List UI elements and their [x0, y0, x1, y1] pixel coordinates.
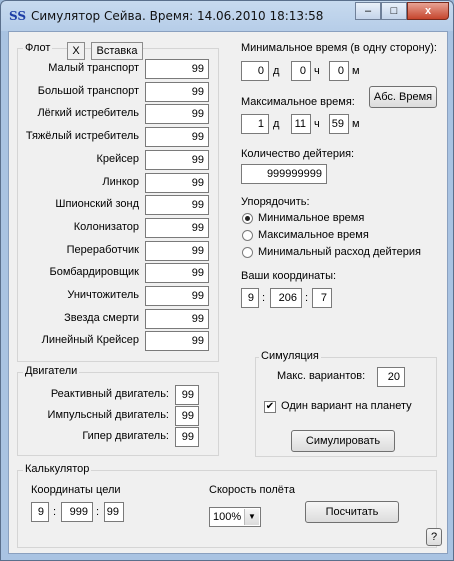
fleet-ship-input[interactable]: 99	[145, 331, 209, 351]
target-system-input[interactable]: 999	[61, 502, 93, 522]
abs-time-button[interactable]: Абс. Время	[369, 86, 437, 108]
fleet-ship-input[interactable]: 99	[145, 263, 209, 283]
speed-label: Скорость полёта	[209, 484, 295, 496]
fleet-ship-label: Большой транспорт	[37, 84, 139, 97]
fleet-ship-input[interactable]: 99	[145, 104, 209, 124]
help-button[interactable]: ?	[426, 528, 442, 546]
sort-min-deuterium-label[interactable]: Минимальный расход дейтерия	[258, 246, 421, 258]
speed-select[interactable]	[209, 507, 261, 527]
max-days-unit: д	[273, 118, 280, 130]
sort-label: Упорядочить:	[241, 196, 310, 208]
coords-sep-1: :	[262, 292, 266, 304]
min-minutes-unit: м	[352, 65, 360, 77]
chevron-down-icon[interactable]: ▼	[244, 509, 259, 525]
fleet-ship-input[interactable]: 99	[145, 59, 209, 79]
engine-input[interactable]: 99	[175, 406, 199, 426]
fleet-ship-label: Малый транспорт	[48, 62, 139, 74]
fleet-ship-label: Крейсер	[96, 152, 139, 165]
close-button[interactable]: x	[407, 2, 449, 20]
max-variants-input[interactable]: 20	[377, 367, 405, 387]
target-sep-1: :	[53, 506, 57, 518]
max-hours-unit: ч	[314, 118, 320, 130]
target-planet-input[interactable]: 99	[104, 502, 124, 522]
target-galaxy-input[interactable]: 9	[31, 502, 49, 522]
max-minutes-unit: м	[352, 118, 360, 130]
fleet-ship-label: Переработчик	[66, 243, 139, 256]
coords-label: Ваши координаты:	[241, 270, 337, 282]
client-area	[8, 31, 448, 554]
min-days-unit: д	[273, 65, 280, 77]
fleet-ship-label: Уничтожитель	[67, 289, 139, 301]
app-icon: SS	[9, 9, 27, 23]
window-title: Симулятор Сейва. Время: 14.06.2010 18:13:58	[31, 9, 324, 23]
calculate-button[interactable]: Посчитать	[305, 501, 399, 523]
fleet-ship-input[interactable]: 99	[145, 127, 209, 147]
engine-input[interactable]: 99	[175, 385, 199, 405]
deuterium-input[interactable]: 999999999	[241, 164, 327, 184]
fleet-clear-tab[interactable]: X	[67, 42, 85, 60]
simulate-button[interactable]: Симулировать	[291, 430, 395, 452]
fleet-ship-input[interactable]: 99	[145, 82, 209, 102]
coords-sep-2: :	[305, 292, 309, 304]
engine-label: Гипер двигатель:	[82, 430, 169, 442]
fleet-legend: Флот	[25, 42, 51, 54]
engines-legend: Двигатели	[25, 365, 78, 377]
engine-input[interactable]: 99	[175, 427, 199, 447]
fleet-ship-input[interactable]: 99	[145, 218, 209, 238]
speed-value: 100%	[213, 511, 242, 523]
target-coords-label: Координаты цели	[31, 484, 121, 496]
fleet-ship-input[interactable]: 99	[145, 241, 209, 261]
engine-label: Импульсный двигатель:	[47, 409, 169, 421]
simulation-legend: Симуляция	[261, 350, 319, 362]
max-minutes-input[interactable]: 59	[329, 114, 349, 134]
fleet-ship-label: Колонизатор	[73, 220, 139, 233]
engine-label: Реактивный двигатель:	[50, 388, 169, 400]
sort-max-time-radio[interactable]	[242, 230, 253, 241]
coords-planet-input[interactable]: 7	[312, 288, 332, 308]
max-variants-label: Макс. вариантов:	[277, 370, 366, 382]
fleet-ship-label: Лёгкий истребитель	[37, 107, 139, 120]
one-per-planet-label[interactable]: Один вариант на планету	[281, 400, 412, 412]
coords-galaxy-input[interactable]: 9	[241, 288, 259, 308]
min-days-input[interactable]: 0	[241, 61, 269, 81]
sort-max-time-label[interactable]: Максимальное время	[258, 229, 369, 241]
deuterium-label: Количество дейтерия:	[241, 148, 355, 160]
minimize-button[interactable]: –	[355, 2, 381, 20]
min-hours-unit: ч	[314, 65, 320, 77]
maximize-button[interactable]: □	[381, 2, 407, 20]
min-hours-input[interactable]: 0	[291, 61, 311, 81]
min-minutes-input[interactable]: 0	[329, 61, 349, 81]
fleet-ship-label: Тяжёлый истребитель	[25, 130, 139, 143]
max-time-label: Максимальное время:	[241, 96, 355, 108]
fleet-ship-label: Шпионский зонд	[55, 198, 139, 211]
title-bar[interactable]	[1, 1, 453, 31]
fleet-ship-input[interactable]: 99	[145, 150, 209, 170]
max-days-input[interactable]: 1	[241, 114, 269, 134]
sort-min-time-radio[interactable]	[242, 213, 253, 224]
min-time-label: Минимальное время (в одну сторону):	[241, 42, 437, 54]
fleet-ship-input[interactable]: 99	[145, 173, 209, 193]
one-per-planet-checkbox[interactable]: ✔	[265, 401, 275, 412]
fleet-ship-label: Линкор	[102, 175, 139, 188]
calculator-legend: Калькулятор	[25, 463, 90, 475]
fleet-ship-input[interactable]: 99	[145, 286, 209, 306]
fleet-ship-label: Линейный Крейсер	[41, 334, 139, 347]
fleet-paste-tab[interactable]: Вставка	[91, 42, 143, 60]
coords-system-input[interactable]: 206	[270, 288, 302, 308]
fleet-ship-input[interactable]: 99	[145, 309, 209, 329]
fleet-ship-input[interactable]: 99	[145, 195, 209, 215]
target-sep-2: :	[96, 506, 100, 518]
max-hours-input[interactable]: 11	[291, 114, 311, 134]
fleet-ship-label: Бомбардировщик	[49, 266, 139, 279]
fleet-ship-label: Звезда смерти	[64, 311, 139, 324]
sort-min-deuterium-radio[interactable]	[242, 247, 253, 258]
sort-min-time-label[interactable]: Минимальное время	[258, 212, 365, 224]
